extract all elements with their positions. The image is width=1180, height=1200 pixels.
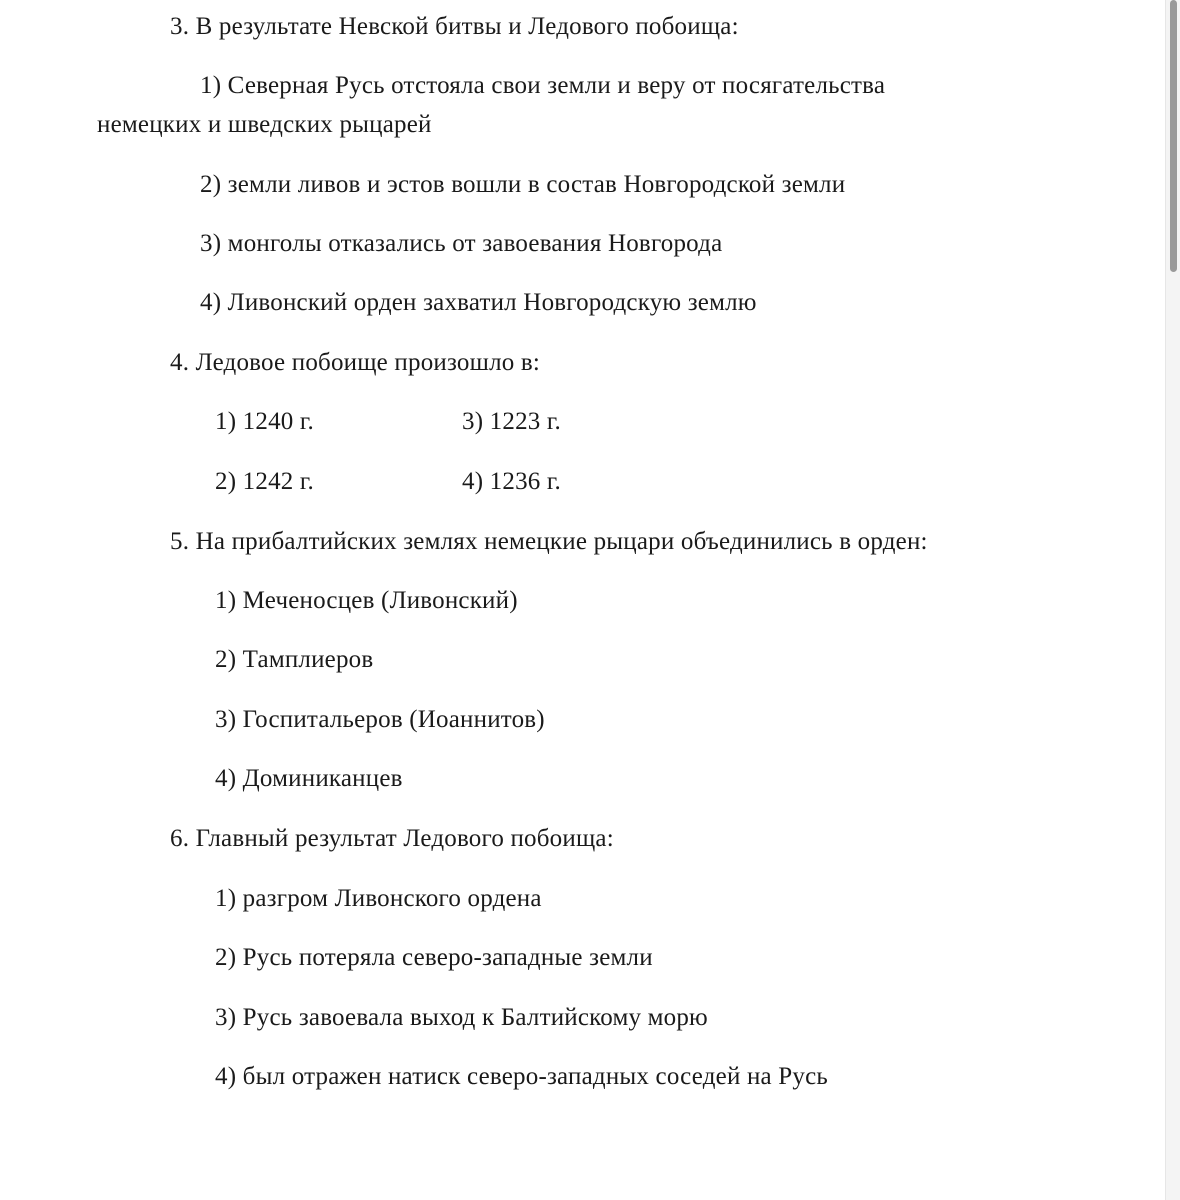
question-6-option-3: 3) Русь завоевала выход к Балтийскому морю xyxy=(215,1004,708,1031)
question-5-option-3: 3) Госпитальеров (Иоаннитов) xyxy=(215,706,545,733)
vertical-scrollbar[interactable] xyxy=(1165,0,1180,1200)
question-6-option-4: 4) был отражен натиск северо-западных соседей на Русь xyxy=(215,1063,829,1090)
question-6-option-1: 1) разгром Ливонского ордена xyxy=(215,885,542,912)
scrollbar-thumb[interactable] xyxy=(1170,0,1177,272)
question-5-option-4: 4) Доминиканцев xyxy=(215,765,403,792)
question-4-text: 4. Ледовое побоище произошло в: xyxy=(170,349,541,376)
question-6-option-2: 2) Русь потеряла северо-западные земли xyxy=(215,944,653,971)
question-5-text: 5. На прибалтийских землях немецкие рыцари объединились в орден: xyxy=(170,528,928,555)
question-3-option-3: 3) монголы отказались от завоевания Новгорода xyxy=(200,230,723,257)
question-3-text: 3. В результате Невской битвы и Ледового побоища: xyxy=(170,13,739,40)
question-4-option-3: 3) 1223 г. xyxy=(462,408,562,435)
question-3-option-1: 1) Северная Русь отстояла свои земли и веру от посягательства xyxy=(200,72,886,99)
question-4-option-1: 1) 1240 г. xyxy=(215,408,315,435)
question-3-option-1-continued: немецких и шведских рыцарей xyxy=(97,111,432,138)
question-6-text: 6. Главный результат Ледового побоища: xyxy=(170,825,614,852)
question-4-option-4: 4) 1236 г. xyxy=(462,468,562,495)
question-5-option-2: 2) Тамплиеров xyxy=(215,646,374,673)
question-3-option-4: 4) Ливонский орден захватил Новгородскую землю xyxy=(200,289,757,316)
question-3-option-2: 2) земли ливов и эстов вошли в состав Новгородской земли xyxy=(200,171,846,198)
question-5-option-1: 1) Меченосцев (Ливонский) xyxy=(215,587,518,614)
question-4-option-2: 2) 1242 г. xyxy=(215,468,315,495)
